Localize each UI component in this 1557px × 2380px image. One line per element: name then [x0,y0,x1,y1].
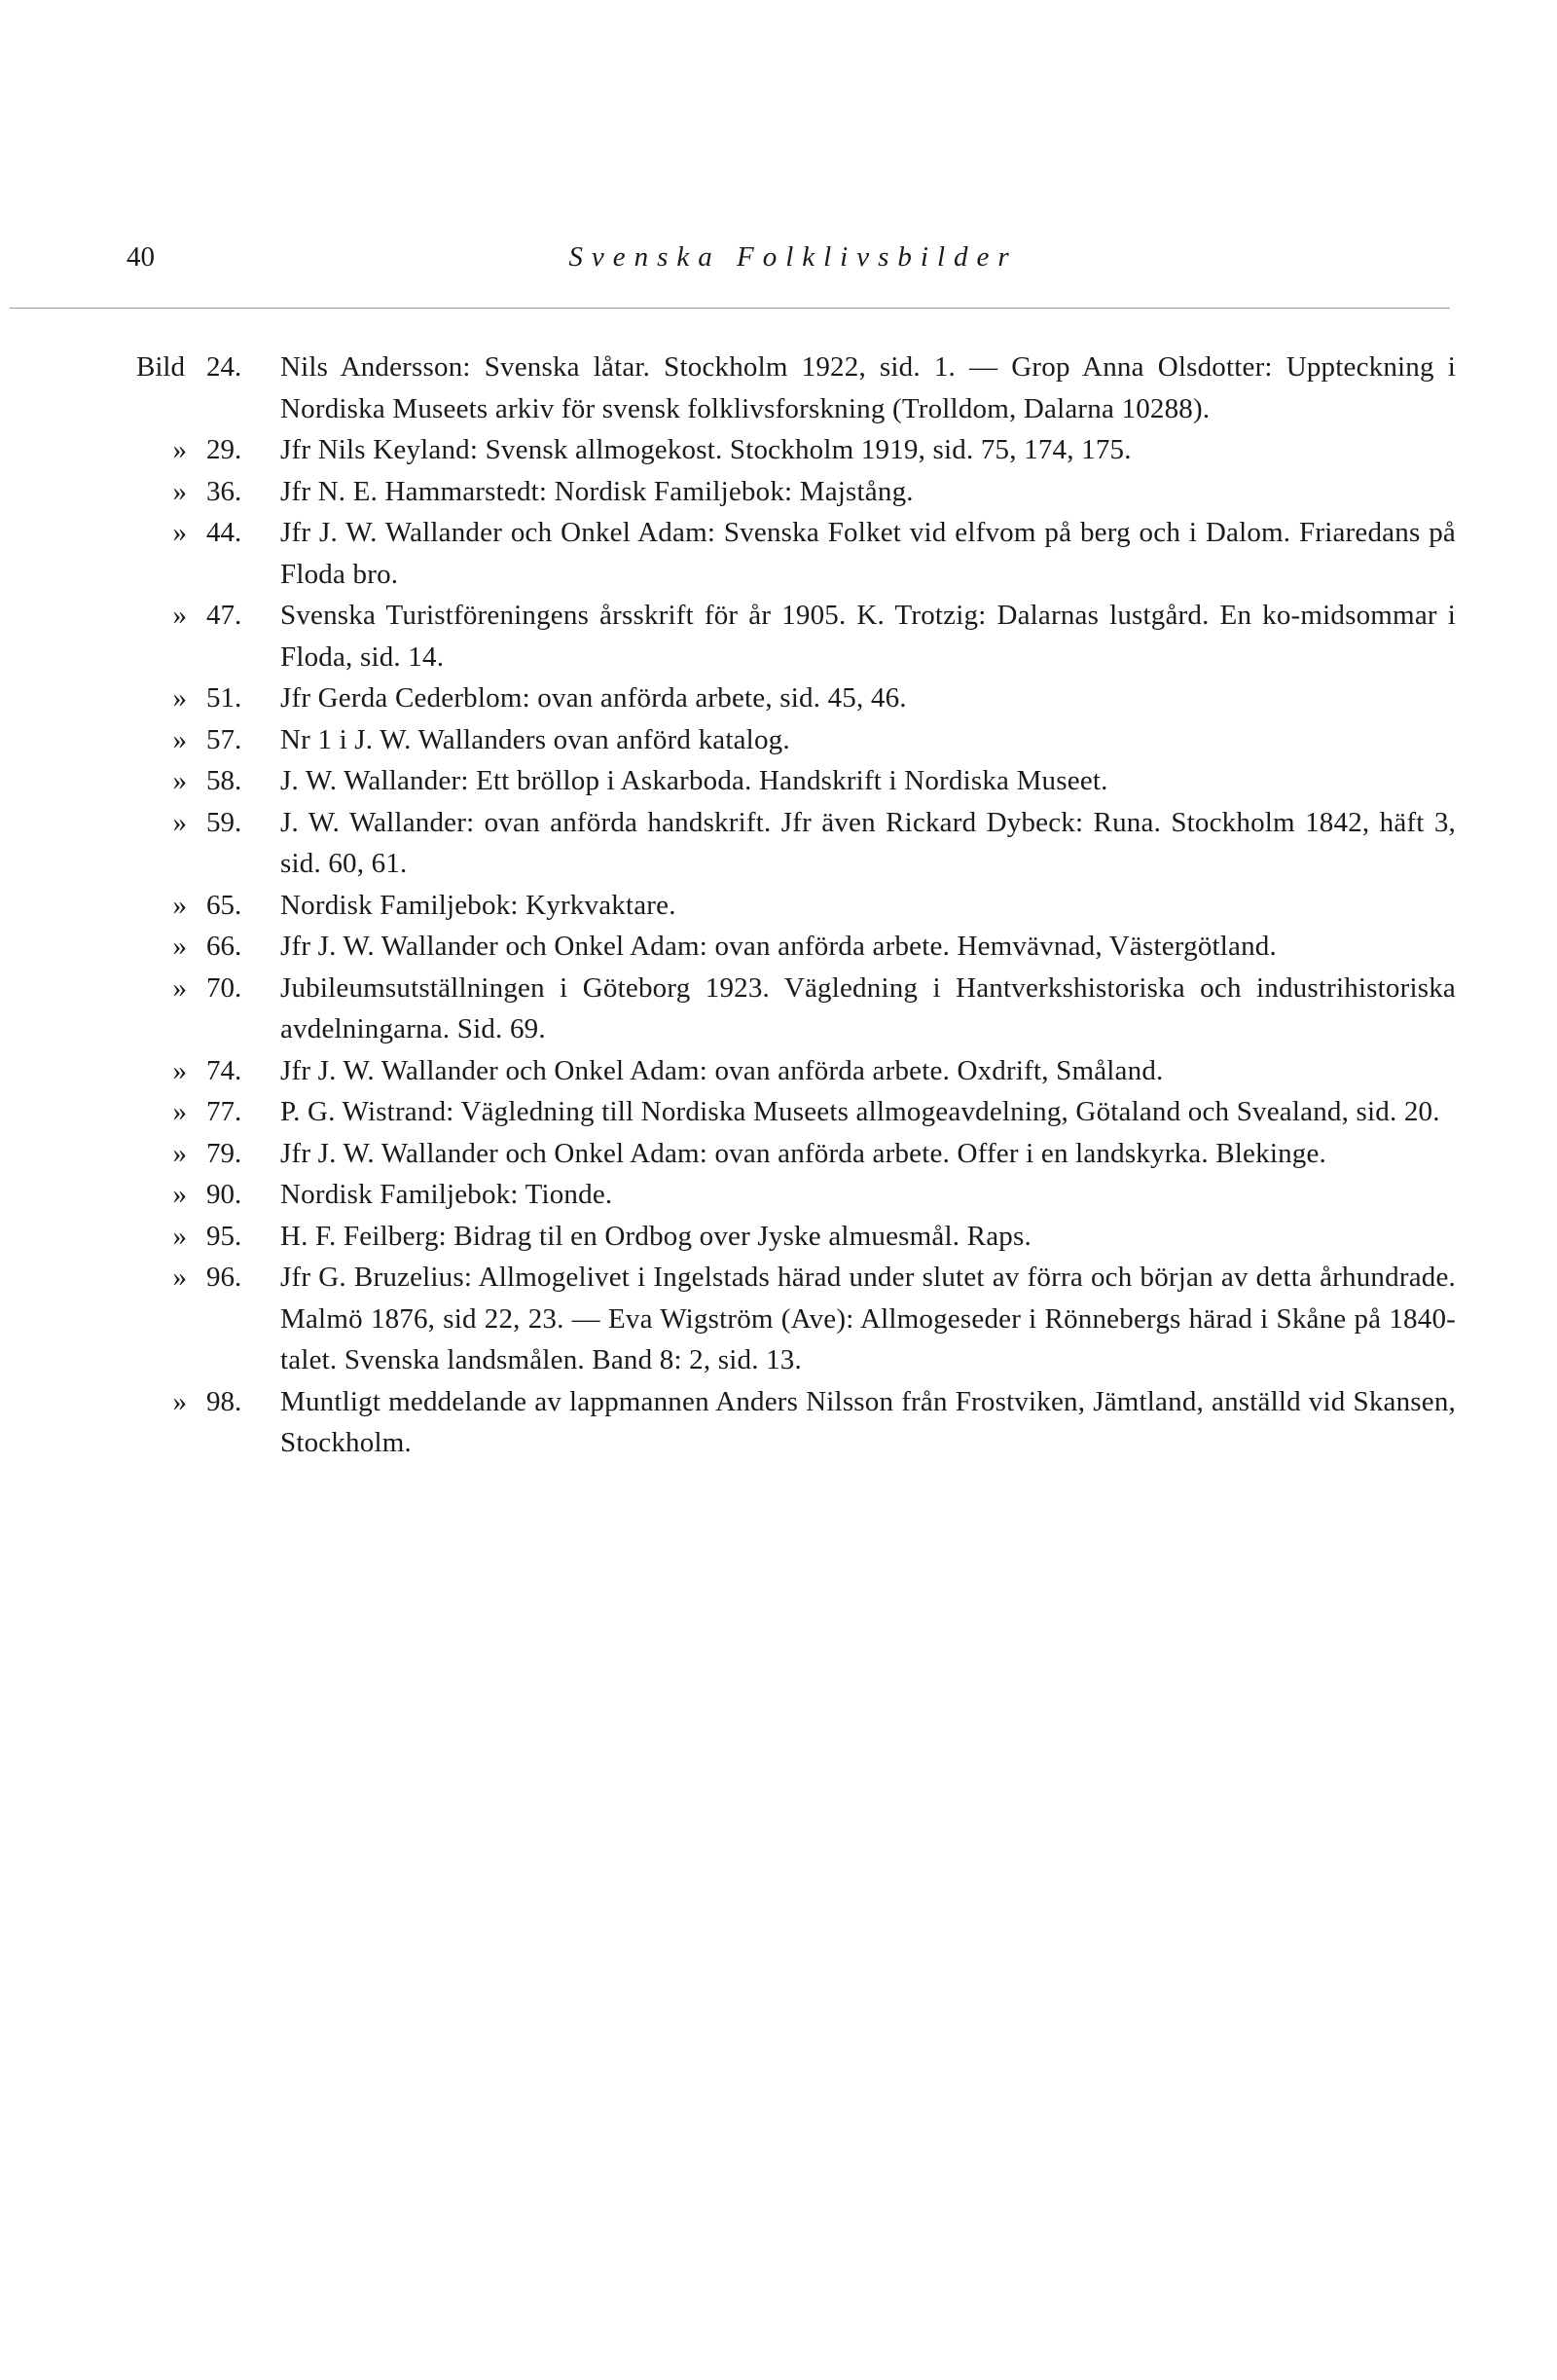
reference-entry [136,760,1456,802]
entry-number: 44. [206,517,242,548]
header-rule [10,308,1450,309]
entry-number: 47. [206,600,242,631]
ditto-mark: » [172,765,187,796]
ditto-mark: » [172,1385,187,1417]
entry-text: Jfr J. W. Wallander och Onkel Adam: ovan anförda arbete. Offer i en landskyrka. Blekinge. [280,1137,1326,1169]
reference-entry [136,471,1456,513]
entry-text: Jfr J. W. Wallander och Onkel Adam: ovan anförda arbete. Oxdrift, Småland. [280,1054,1164,1086]
entry-number: 29. [206,434,242,465]
page-number: 40 [127,241,155,273]
entry-number: 96. [206,1262,242,1293]
entry-number: 36. [206,475,242,507]
entry-number: 98. [206,1385,242,1417]
entry-number: 70. [206,971,242,1004]
entry-text: Jfr N. E. Hammarstedt: Nordisk Familjebok: Majstång. [280,475,914,507]
entry-text: Jfr J. W. Wallander och Onkel Adam: ovan anförda arbete. Hemvävnad, Västergötland. [280,931,1277,962]
reference-entry [136,1133,1456,1175]
ditto-mark: » [172,1220,187,1252]
ditto-mark: » [172,1096,187,1127]
reference-entry [136,1050,1456,1092]
entry-label: Bild [136,351,185,383]
entry-text: Nils Andersson: Svenska låtar. Stockholm 1922, sid. 1. — Grop Anna Olsdotter: Uppteckning i Nordiska Museets arkiv för svensk folklivsforskning (Trolldom, Dalarna 10288). [280,351,1456,424]
entry-number: 59. [206,806,242,838]
entry-number: 51. [206,682,242,714]
entry-text: Nordisk Familjebok: Tionde. [280,1179,613,1210]
running-title: Svenska Folklivsbilder [568,241,1018,273]
ditto-mark: » [172,723,187,755]
ditto-mark: » [172,434,187,465]
reference-entry [136,677,1456,719]
reference-entry [136,429,1456,471]
ditto-mark: » [172,475,187,507]
reference-entry [136,719,1456,761]
ditto-mark: » [172,1179,187,1210]
entry-number: 77. [206,1096,242,1127]
entry-number: 95. [206,1220,242,1252]
entry-text: J. W. Wallander: Ett bröllop i Askarboda. Handskrift i Nordiska Museet. [280,765,1108,796]
ditto-mark: » [172,889,187,921]
reference-entry [136,1381,1456,1464]
reference-entry [136,802,1456,885]
ditto-mark: » [172,517,187,548]
entry-text: J. W. Wallander: ovan anförda handskrift. Jfr även Rickard Dybeck: Runa. Stockholm 1842, häft 3, sid. 60, 61. [280,806,1456,879]
reference-entry [136,885,1456,927]
reference-entry [136,1216,1456,1258]
ditto-mark: » [172,600,187,631]
ditto-mark: » [172,1262,187,1293]
reference-list [136,347,1456,1464]
reference-entry [136,347,1456,429]
entry-number: 66. [206,931,242,962]
reference-entry [136,926,1456,968]
entry-number: 90. [206,1179,242,1210]
entry-text: Svenska Turistföreningens årsskrift för år 1905. K. Trotzig: Dalarnas lustgård. En ko-midsommar i Floda, sid. 14. [280,600,1456,673]
entry-text: Jubileumsutställningen i Göteborg 1923. Vägledning i Hantverkshistoriska och industrihistoriska avdelningarna. Sid. 69. [280,971,1456,1044]
reference-entry [136,1174,1456,1216]
entry-text: Jfr Gerda Cederblom: ovan anförda arbete, sid. 45, 46. [280,682,907,714]
reference-entry [136,512,1456,595]
ditto-mark: » [172,1137,187,1169]
entry-text: Jfr Nils Keyland: Svensk allmogekost. Stockholm 1919, sid. 75, 174, 175. [280,434,1132,465]
entry-text: Muntligt meddelande av lappmannen Anders Nilsson från Frostviken, Jämtland, anställd vid Skansen, Stockholm. [280,1385,1456,1458]
ditto-mark: » [172,1054,187,1086]
entry-number: 74. [206,1054,242,1086]
ditto-mark: » [172,931,187,962]
entry-number: 79. [206,1137,242,1169]
entry-number: 57. [206,723,242,755]
entry-text: P. G. Wistrand: Vägledning till Nordiska Museets allmogeavdelning, Götaland och Svealand, sid. 20. [280,1096,1440,1127]
entry-text: Jfr J. W. Wallander och Onkel Adam: Svenska Folket vid elfvom på berg och i Dalom. Friaredans på Floda bro. [280,517,1456,590]
entry-number: 58. [206,765,242,796]
entry-text: H. F. Feilberg: Bidrag til en Ordbog over Jyske almuesmål. Raps. [280,1220,1032,1252]
page-header [127,241,1460,290]
reference-entry [136,595,1456,677]
ditto-mark: » [172,682,187,714]
reference-entry [136,1091,1456,1133]
reference-entry [136,968,1456,1050]
entry-number: 24. [206,351,242,383]
reference-entry [136,1257,1456,1381]
entry-number: 65. [206,889,242,921]
entry-text: Jfr G. Bruzelius: Allmogelivet i Ingelstads härad under slutet av förra och början av detta århundrade. Malmö 1876, sid 22, 23. — Eva Wigström (Ave): Allmogeseder i Rönnebergs härad i Skåne på 1840-talet. Svenska landsmålen. Band 8: 2, sid. 13. [280,1262,1456,1375]
ditto-mark: » [172,971,187,1004]
entry-text: Nr 1 i J. W. Wallanders ovan anförd katalog. [280,723,790,755]
ditto-mark: » [172,806,187,838]
entry-text: Nordisk Familjebok: Kyrkvaktare. [280,889,676,921]
